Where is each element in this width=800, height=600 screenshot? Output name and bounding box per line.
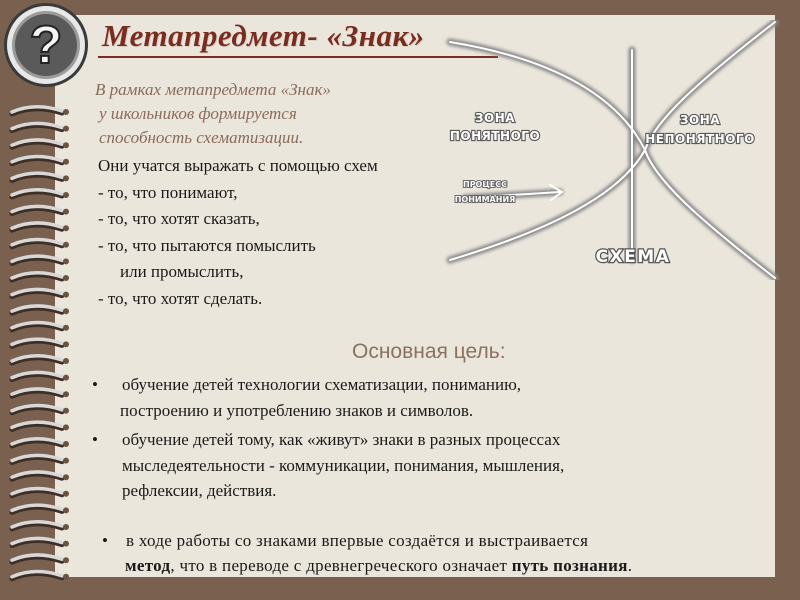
zone-known-label-1: ЗОНА bbox=[474, 111, 516, 125]
intro-line: у школьников формируется bbox=[99, 104, 297, 123]
spiral-ring bbox=[12, 206, 69, 214]
spiral-ring bbox=[12, 256, 69, 264]
method-mid: , что в переводе с древнегреческого означает bbox=[170, 556, 512, 575]
svg-text:?: ? bbox=[29, 15, 63, 75]
spiral-ring bbox=[12, 356, 69, 364]
zone-unknown-label-1: ЗОНА bbox=[679, 113, 721, 127]
goal-line: обучение детей технологии схематизации, пониманию, bbox=[122, 375, 522, 394]
method-end: . bbox=[627, 556, 633, 575]
intro-line: В рамках метапредмета «Знак» bbox=[95, 80, 331, 99]
zone-known-label-2: ПОНЯТНОГО bbox=[449, 129, 541, 143]
spiral-ring bbox=[12, 538, 69, 546]
learning-list bbox=[98, 153, 378, 312]
list-item: - то, что хотят сделать. bbox=[98, 288, 263, 308]
method-line-2 bbox=[92, 553, 632, 578]
zone-unknown-label-2: НЕПОНЯТНОГО bbox=[645, 132, 755, 146]
method-line-1: в ходе работы со знаками впервые создаётся и выстраивается bbox=[126, 531, 589, 550]
goals-list bbox=[92, 372, 564, 504]
list-item: или промыслить, bbox=[120, 262, 244, 281]
goal-item bbox=[92, 372, 564, 423]
method-word: метод bbox=[125, 556, 171, 575]
list-item: - то, что понимают, bbox=[98, 182, 238, 202]
list-item: - то, что хотят сказать, bbox=[98, 209, 260, 228]
spiral-ring bbox=[12, 289, 69, 297]
spiral-ring bbox=[12, 555, 69, 563]
spiral-ring bbox=[12, 422, 69, 430]
goal-heading: Основная цель: bbox=[352, 340, 506, 363]
bullet-dot: • bbox=[92, 375, 98, 394]
spiral-ring bbox=[12, 389, 69, 397]
goal-line: обучение детей тому, как «живут» знаки в разных процессах bbox=[122, 430, 561, 449]
spiral-ring bbox=[12, 572, 69, 580]
spiral-ring bbox=[12, 472, 69, 480]
spiral-ring bbox=[12, 240, 69, 248]
goal-line: построению и употреблению знаков и символов. bbox=[120, 400, 474, 420]
process-label-1: ПРОЦЕСС bbox=[463, 180, 507, 189]
goal-item bbox=[92, 427, 564, 504]
spiral-ring bbox=[12, 505, 69, 513]
schema-diagram bbox=[440, 20, 780, 280]
bullet-dot: • bbox=[92, 430, 98, 449]
schema-label: СХЕМА bbox=[595, 247, 671, 267]
spiral-ring bbox=[12, 306, 69, 314]
goal-line: рефлексии, действия. bbox=[122, 481, 277, 500]
method-item bbox=[92, 528, 632, 578]
list-lead: Они учатся выражать с помощью схем bbox=[98, 156, 378, 175]
list-item: - то, что пытаются помыслить bbox=[98, 235, 316, 255]
spiral-ring bbox=[12, 522, 69, 530]
spiral-ring bbox=[12, 439, 69, 447]
curve-lower-left bbox=[450, 150, 645, 260]
path-word: путь познания bbox=[511, 556, 628, 575]
process-label-2: ПОНИМАНИЯ bbox=[454, 195, 516, 204]
spiral-ring bbox=[12, 489, 69, 497]
spiral-ring bbox=[12, 107, 69, 115]
spiral-ring bbox=[12, 455, 69, 463]
title-underline bbox=[98, 56, 498, 58]
goal-line: мыследеятельности - коммуникации, понимания, мышления, bbox=[122, 455, 565, 475]
spiral-ring bbox=[12, 406, 69, 414]
spiral-ring bbox=[12, 190, 69, 198]
spiral-ring bbox=[12, 157, 69, 165]
spiral-ring bbox=[12, 223, 69, 231]
spiral-ring bbox=[12, 140, 69, 148]
spiral-ring bbox=[12, 339, 69, 347]
question-mark-icon bbox=[0, 0, 100, 100]
slide-title: Метапредмет- «Знак» bbox=[102, 18, 425, 53]
spiral-ring bbox=[12, 323, 69, 331]
spiral-ring bbox=[12, 123, 69, 131]
spiral-ring bbox=[12, 273, 69, 281]
spiral-ring bbox=[12, 173, 69, 181]
bullet-dot: • bbox=[102, 531, 109, 550]
intro-line: способность схематизации. bbox=[99, 128, 304, 147]
spiral-ring bbox=[12, 372, 69, 380]
intro-text bbox=[95, 78, 331, 150]
